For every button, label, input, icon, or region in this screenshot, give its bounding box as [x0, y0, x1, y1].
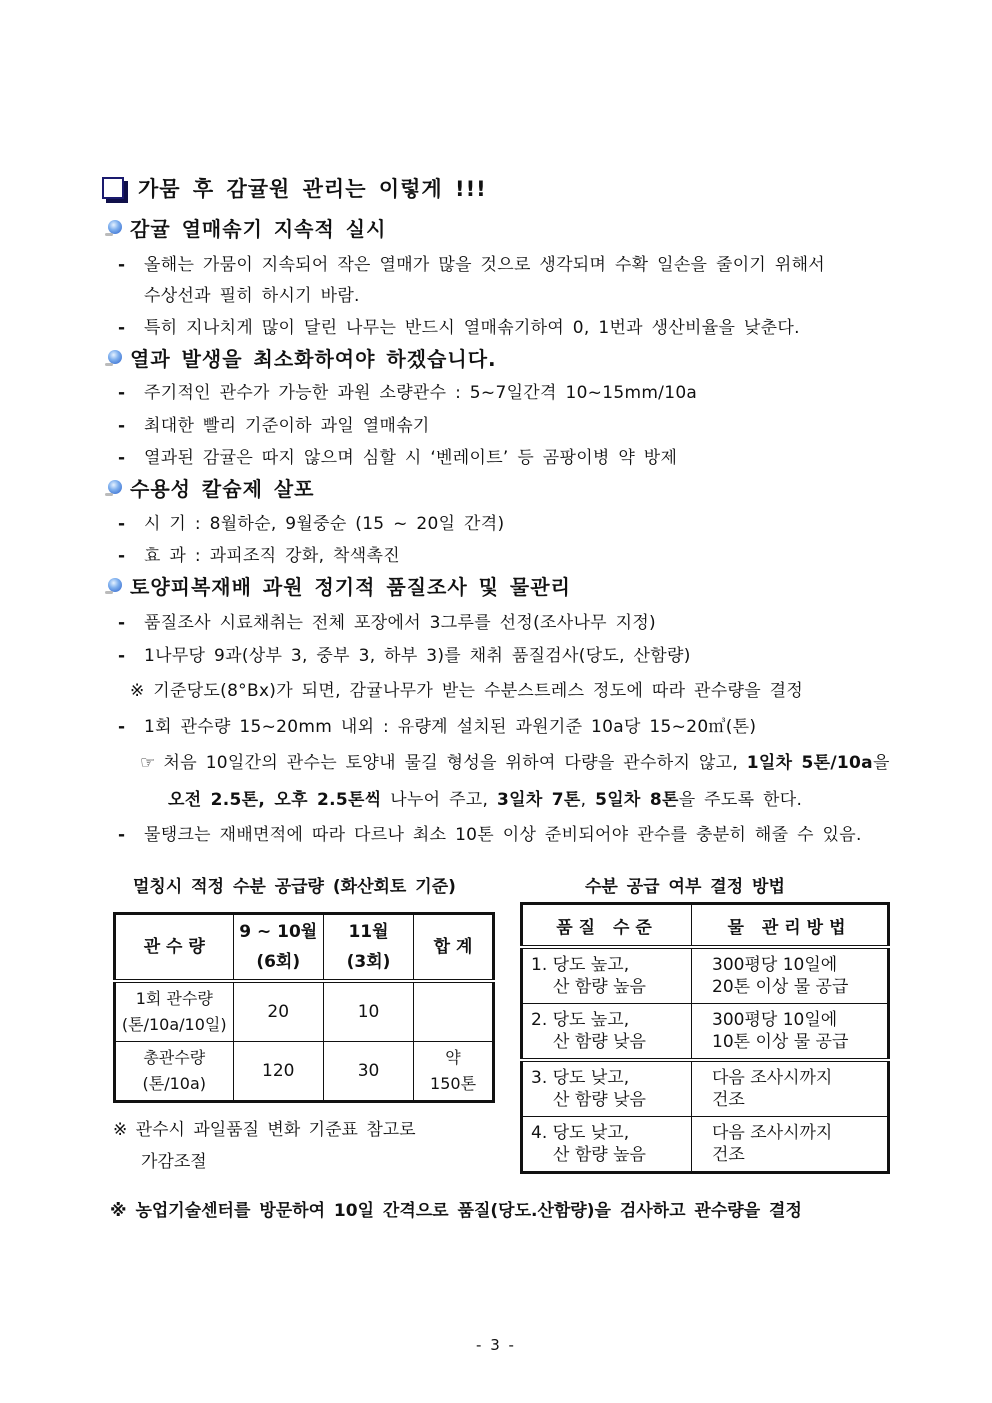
- cell-value: 30: [323, 1042, 413, 1102]
- tip-line-2: 오전 2.5톤, 오후 2.5톤씩 나누어 주고, 3일차 7톤, 5일차 8톤을 주도록 한다.: [168, 790, 803, 810]
- method-cell: 다음 조사시까지 건조: [692, 1060, 889, 1117]
- header-quality-level: 품질 수준: [522, 904, 692, 948]
- reference-note: ※ 기준당도(8°Bx)가 되면, 감귤나무가 받는 수분스트레스 정도에 따라 관수량을 결정: [130, 681, 804, 701]
- section-heading-quality-survey: 토양피복재배 과원 정기적 품질조사 및 물관리: [108, 570, 571, 600]
- method-cell: 다음 조사시까지 건조: [692, 1117, 889, 1173]
- list-item: - 최대한 빨리 기준이하 과일 열매솎기: [118, 416, 430, 436]
- blue-bullet-icon: [108, 578, 122, 592]
- list-item-continuation: 수상선과 필히 하시기 바람.: [144, 286, 360, 306]
- main-title-text: 가뭄 후 감귤원 관리는 이렇게 !!!: [138, 177, 487, 201]
- cell-value: 120: [233, 1042, 323, 1102]
- section-heading-thinning: 감귤 열매솎기 지속적 실시: [108, 212, 386, 242]
- table-row: [115, 1042, 494, 1102]
- table-row: [522, 1117, 889, 1173]
- table-header-row: [115, 914, 494, 982]
- header-irrigation-amount: 관 수 량: [115, 914, 234, 982]
- water-supply-decision-table: [520, 902, 890, 1174]
- quality-cell: 4. 당도 낮고, 산 함량 높음: [522, 1117, 692, 1173]
- list-item: - 특히 지나치게 많이 달린 나무는 반드시 열매솎기하여 0, 1번과 생산비율을 낮춘다.: [118, 318, 800, 338]
- row-label: 1회 관수량 (톤/10a/10일): [115, 981, 234, 1042]
- row-label: 총관수량 (톤/10a): [115, 1042, 234, 1102]
- blue-bullet-icon: [108, 480, 122, 494]
- cell-total: 약 150톤: [414, 1042, 494, 1102]
- list-item: - 시 기 : 8월하순, 9월중순 (15 ~ 20일 간격): [118, 514, 505, 534]
- quality-cell: 1. 당도 높고, 산 함량 높음: [522, 947, 692, 1004]
- list-item: - 물탱크는 재배면적에 따라 다르나 최소 10톤 이상 준비되어야 관수를 충분히 해줄 수 있음.: [118, 825, 862, 845]
- list-item: - 열과된 감귤은 따지 않으며 심할 시 ‘벤레이트’ 등 곰팡이병 약 방제: [118, 448, 678, 468]
- final-note: ※ 농업기술센터를 방문하여 10일 간격으로 품질(당도.산함량)을 검사하고 관수량을 결정: [110, 1201, 802, 1221]
- method-cell: 300평당 10일에 10톤 이상 물 공급: [692, 1004, 889, 1061]
- table-header-row: [522, 904, 889, 948]
- square-checkbox-icon: [102, 177, 124, 199]
- header-total: 합 계: [414, 914, 494, 982]
- list-item: - 효 과 : 과피조직 강화, 착색촉진: [118, 546, 400, 566]
- quality-cell: 3. 당도 낮고, 산 함량 낮음: [522, 1060, 692, 1117]
- header-water-management: 물 관리방법: [692, 904, 889, 948]
- table1-note: ※ 관수시 과일품질 변화 기준표 참고로 가감조절: [113, 1120, 416, 1172]
- list-item: - 올해는 가뭄이 지속되어 작은 열매가 많을 것으로 생각되며 수확 일손을 줄이기 위해서: [118, 255, 826, 275]
- list-item: - 주기적인 관수가 가능한 과원 소량관수 : 5~7일간격 10~15mm/10a: [118, 383, 698, 403]
- table-row: [522, 1060, 889, 1117]
- blue-bullet-icon: [108, 350, 122, 364]
- section-heading-cracking: 열과 발생을 최소화하여야 하겠습니다.: [108, 342, 497, 372]
- mulching-water-supply-table: [113, 912, 495, 1103]
- blue-bullet-icon: [108, 220, 122, 234]
- section-heading-calcium: 수용성 칼슘제 살포: [108, 472, 315, 502]
- table-row: [115, 981, 494, 1042]
- table-row: [522, 947, 889, 1004]
- tip-line-1: ☞ 처음 10일간의 관수는 토양내 물길 형성을 위하여 다량을 관수하지 않고, 1일차 5톤/10a을: [140, 753, 890, 773]
- list-item: - 품질조사 시료채취는 전체 포장에서 3그루를 선정(조사나무 지정): [118, 613, 656, 633]
- table-row: [522, 1004, 889, 1061]
- method-cell: 300평당 10일에 20톤 이상 물 공급: [692, 947, 889, 1004]
- table2-title: 수분 공급 여부 결정 방법: [585, 877, 785, 897]
- cell-value: 10: [323, 981, 413, 1042]
- list-item: - 1회 관수량 15~20mm 내외 : 유량계 설치된 과원기준 10a당 15~20㎥(톤): [118, 717, 757, 737]
- cell-value: 20: [233, 981, 323, 1042]
- cell-total: [414, 981, 494, 1042]
- header-nov: 11월 (3회): [323, 914, 413, 982]
- main-title: [102, 170, 487, 206]
- list-item: - 1나무당 9과(상부 3, 중부 3, 하부 3)를 채취 품질검사(당도, 산함량): [118, 646, 691, 666]
- pointing-hand-icon: ☞: [140, 753, 156, 773]
- table1-title: 멀칭시 적정 수분 공급량 (화산회토 기준): [133, 877, 456, 897]
- page-number: - 3 -: [476, 1336, 516, 1354]
- header-sep-oct: 9 ~ 10월 (6회): [233, 914, 323, 982]
- quality-cell: 2. 당도 높고, 산 함량 낮음: [522, 1004, 692, 1061]
